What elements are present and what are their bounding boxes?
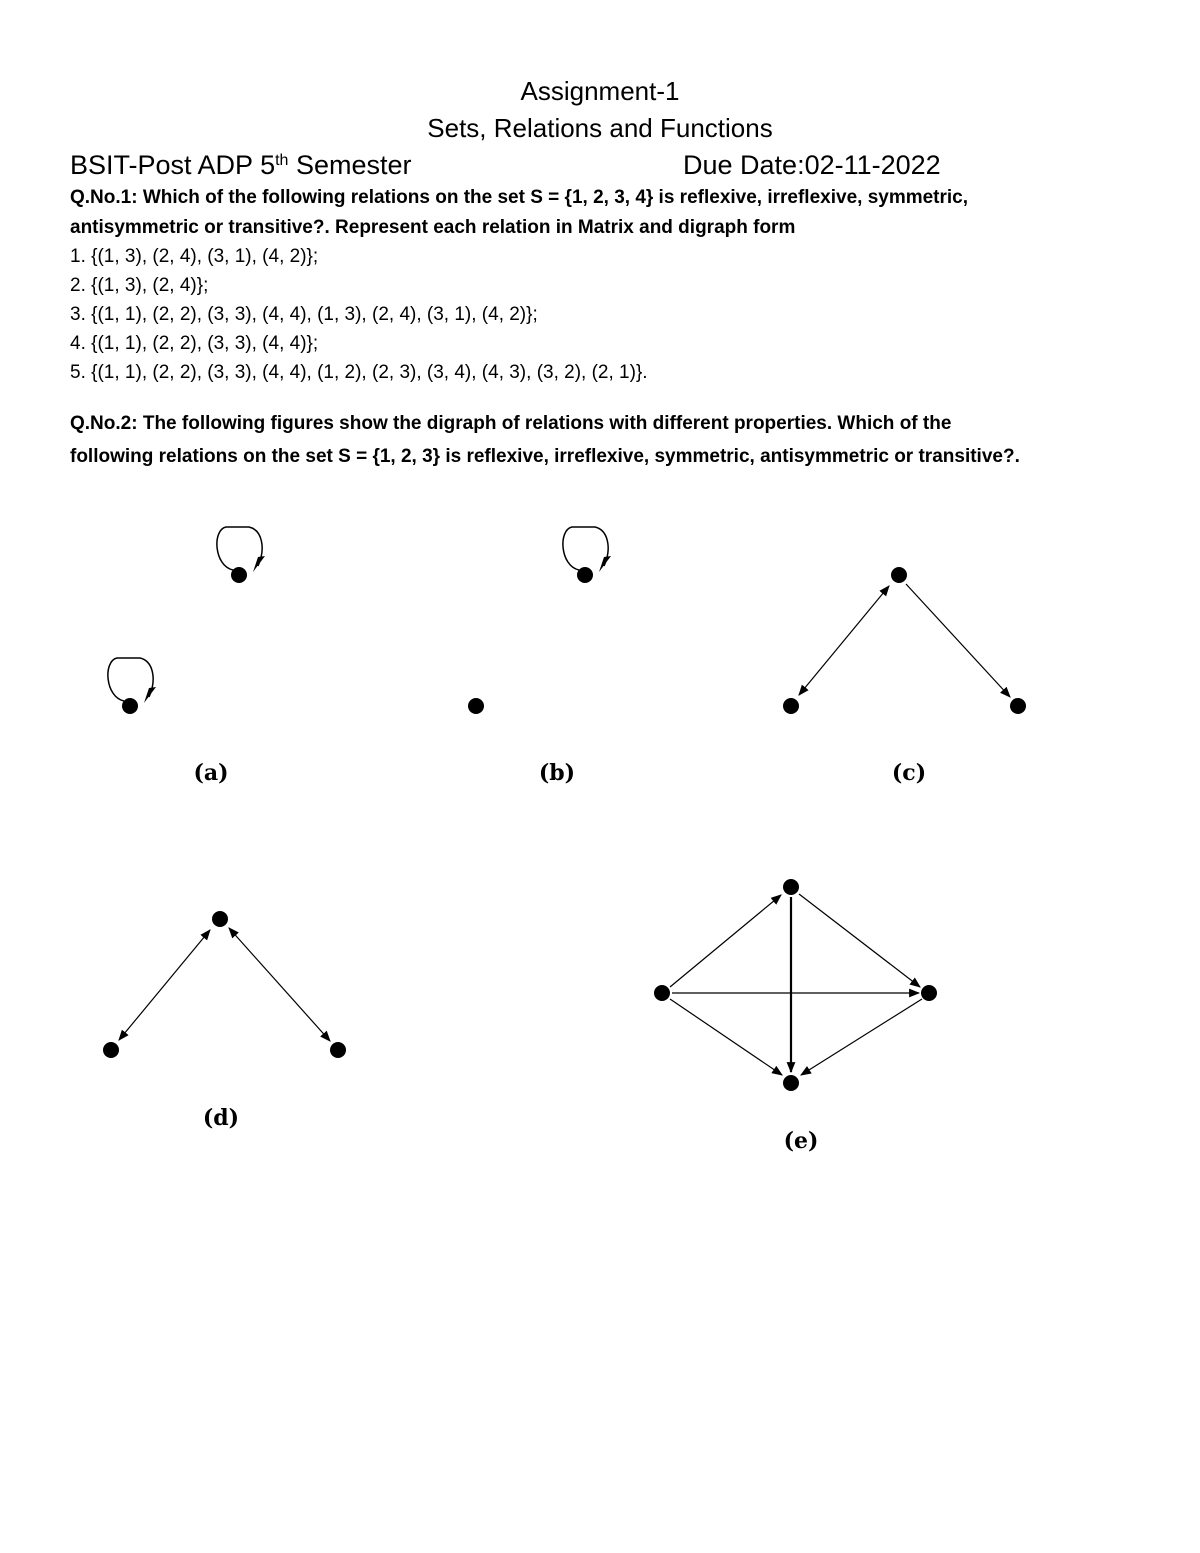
edge-e-top-right — [799, 894, 920, 987]
figure-e — [654, 879, 937, 1154]
course-superscript: th — [275, 152, 289, 169]
q1-line-2: antisymmetric or transitive?. Represent each relation in Matrix and digraph form — [70, 217, 796, 238]
edge-e-left-bottom — [670, 999, 782, 1075]
node-d-top — [212, 911, 228, 927]
loop-a-top — [217, 527, 262, 570]
edge-d-left — [119, 930, 210, 1040]
node-e-right — [921, 985, 937, 1001]
loop-a-bottom — [108, 658, 153, 701]
node-e-bottom — [783, 1075, 799, 1091]
course-suffix: Semester — [288, 150, 412, 180]
node-a-top — [231, 567, 247, 583]
edge-c-left — [799, 586, 889, 695]
q1-line-1: Q.No.1: Which of the following relations on the set S = {1, 2, 3, 4} is reflexive, irreflexive, symmetric, — [70, 187, 969, 208]
due-date: Due Date:02-11-2022 — [683, 150, 941, 180]
node-e-left — [654, 985, 670, 1001]
node-c-right — [1010, 698, 1026, 714]
q1-item-5: 5. {(1, 1), (2, 2), (3, 3), (4, 4), (1, 2), (2, 3), (3, 4), (4, 3), (3, 2), (2, 1)}. — [70, 362, 648, 383]
edge-d-right — [229, 928, 330, 1041]
figure-d — [103, 911, 346, 1131]
loop-a-bottom-arrow — [144, 687, 156, 703]
loop-b-top — [563, 527, 608, 570]
q2-line-1: Q.No.2: The following figures show the digraph of relations with different properties. Which of the — [70, 413, 952, 434]
node-b-bottom — [468, 698, 484, 714]
q1-item-4: 4. {(1, 1), (2, 2), (3, 3), (4, 4)}; — [70, 333, 319, 354]
loop-b-top-arrow — [599, 556, 611, 572]
assignment-subtitle: Sets, Relations and Functions — [427, 113, 773, 143]
figure-a — [108, 527, 265, 786]
course-prefix: BSIT-Post ADP 5 — [70, 150, 276, 180]
q1-item-1: 1. {(1, 3), (2, 4), (3, 1), (4, 2)}; — [70, 246, 319, 267]
figure-d-caption: (d) — [202, 1105, 240, 1131]
edge-e-right-bottom — [801, 999, 922, 1075]
node-b-top — [577, 567, 593, 583]
q1-item-3: 3. {(1, 1), (2, 2), (3, 3), (4, 4), (1, 3), (2, 4), (3, 1), (4, 2)}; — [70, 304, 538, 325]
node-c-top — [891, 567, 907, 583]
figure-c-caption: (c) — [891, 760, 927, 786]
edge-c-right — [906, 584, 1010, 697]
figure-b — [468, 527, 611, 786]
assignment-title: Assignment-1 — [520, 76, 680, 106]
node-e-top — [783, 879, 799, 895]
figure-b-caption: (b) — [538, 760, 576, 786]
edge-e-left-top — [670, 895, 781, 987]
node-d-right — [330, 1042, 346, 1058]
figure-a-caption: (a) — [193, 760, 229, 786]
node-a-bottom — [122, 698, 138, 714]
figure-c — [783, 567, 1026, 786]
node-d-left — [103, 1042, 119, 1058]
node-c-left — [783, 698, 799, 714]
q2-line-2: following relations on the set S = {1, 2, 3} is reflexive, irreflexive, symmetric, antisymmetric or transitive?. — [70, 446, 1020, 467]
loop-a-top-arrow — [253, 556, 265, 572]
figure-e-caption: (e) — [783, 1128, 819, 1154]
q1-item-2: 2. {(1, 3), (2, 4)}; — [70, 275, 209, 296]
